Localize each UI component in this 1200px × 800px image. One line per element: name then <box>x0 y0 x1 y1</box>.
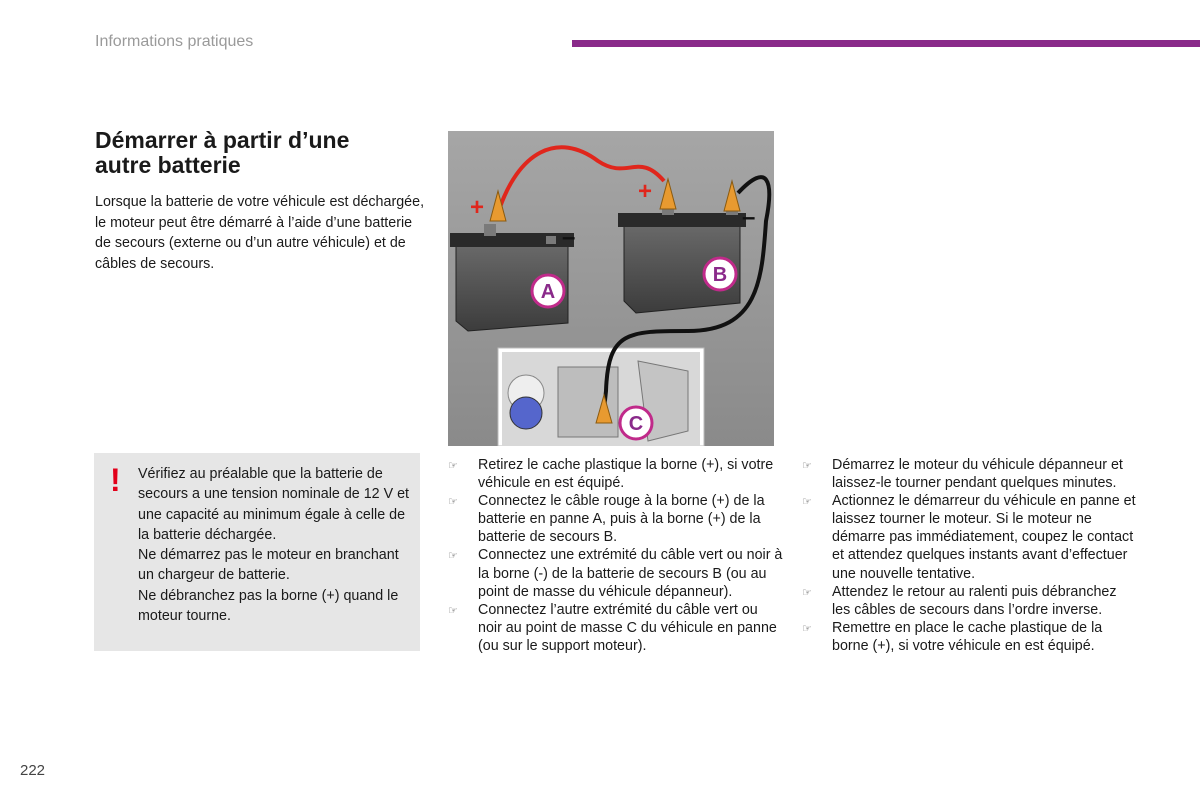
step-item: ☞ Connectez une extrémité du câble vert ou noir à la borne (-) de la batterie de secours B (ou au point de masse du véhicule dépanneur). <box>448 547 783 600</box>
minus-sign-a: – <box>562 224 576 251</box>
warning-paragraph: Ne démarrez pas le moteur en branchant un chargeur de batterie. <box>138 547 399 584</box>
pointing-hand-icon: ☞ <box>802 586 812 599</box>
step-item: ☞ Connectez l’autre extrémité du câble vert ou noir au point de masse C du véhicule en panne (ou sur le support moteur). <box>448 601 777 654</box>
battery-a <box>450 224 574 331</box>
step-item: ☞ Actionnez le démarreur du véhicule en panne et laissez tourner le moteur. Si le moteur ne démarre pas immédiatement, coupez le contact et attendez quelques instants avant d’effectuer une nouvelle tentative. <box>802 493 1136 582</box>
plus-sign-a: + <box>470 194 485 221</box>
steps-list-left <box>448 456 783 655</box>
step-item: ☞ Connectez le câble rouge à la borne (+) de la batterie en panne A, puis à la borne (+) de la batterie de secours B. <box>448 493 765 546</box>
title-line-2: autre batterie <box>95 152 241 178</box>
plus-sign-b: + <box>638 178 653 205</box>
label-b: B <box>712 264 728 286</box>
page-number: 222 <box>20 762 46 779</box>
battery-b <box>618 203 746 313</box>
label-a: A <box>540 281 556 303</box>
engine-bay-inset <box>498 348 704 446</box>
minus-sign-b: – <box>742 204 756 231</box>
intro-paragraph: Lorsque la batterie de votre véhicule est déchargée, le moteur peut être démarré à l’aide d’une batterie de secours (externe ou d’un autre véhicule) et de câbles de secours. <box>95 194 425 272</box>
step-item: ☞ Attendez le retour au ralenti puis débranchez les câbles de secours dans l’ordre inverse. <box>802 583 1117 618</box>
page-title <box>95 128 425 178</box>
jump-start-illustration <box>448 131 774 446</box>
header-section-label: Informations pratiques <box>95 33 254 50</box>
pointing-hand-icon: ☞ <box>448 550 458 563</box>
warning-text <box>138 464 413 626</box>
jump-start-diagram <box>448 131 774 446</box>
step-item: ☞ Remettre en place le cache plastique de la borne (+), si votre véhicule en est équipé. <box>802 619 1103 654</box>
steps-list-right <box>802 456 1137 655</box>
label-c: C <box>628 413 644 435</box>
step-item: ☞ Retirez le cache plastique la borne (+), si votre véhicule en est équipé. <box>448 457 774 492</box>
pointing-hand-icon: ☞ <box>448 496 458 509</box>
pointing-hand-icon: ☞ <box>802 622 812 635</box>
warning-paragraph: Ne débranchez pas la borne (+) quand le moteur tourne. <box>138 587 399 625</box>
header-accent-bar <box>572 40 1200 47</box>
pointing-hand-icon: ☞ <box>448 460 458 472</box>
pointing-hand-icon: ☞ <box>802 496 812 509</box>
warning-paragraph: Vérifiez au préalable que la batterie de secours a une tension nominale de 12 V et une capacité au minimum égale à celle de la batterie déchargée. <box>138 466 410 543</box>
pointing-hand-icon: ☞ <box>802 460 812 472</box>
title-line-1: Démarrer à partir d’une <box>95 127 350 153</box>
pointing-hand-icon: ☞ <box>448 604 458 617</box>
exclamation-icon: ! <box>110 462 121 498</box>
step-item: ☞ Démarrez le moteur du véhicule dépanneur et laissez-le tourner pendant quelques minutes. <box>802 457 1123 492</box>
